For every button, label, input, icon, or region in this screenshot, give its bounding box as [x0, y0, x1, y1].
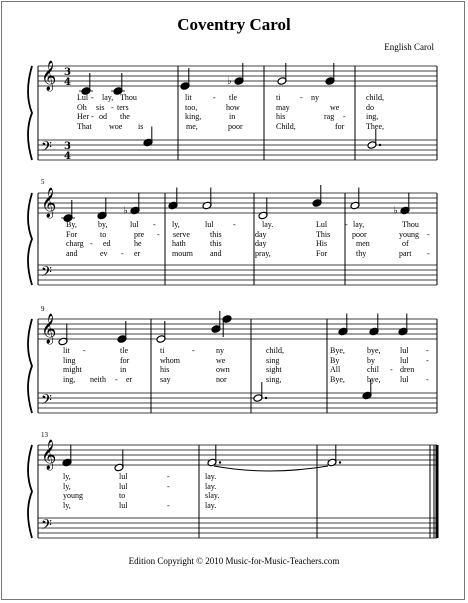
lyric-syllable: me,	[186, 121, 198, 131]
system-brace	[28, 193, 32, 285]
system-brace	[28, 66, 32, 160]
lyric-syllable: thy	[356, 248, 367, 258]
lyric-syllable: ev	[100, 248, 108, 258]
time-signature-top: 3	[64, 67, 71, 78]
bass-clef-icon: 𝄢	[41, 517, 52, 537]
lyric-syllable: All	[330, 365, 341, 374]
lyric-syllable: -	[167, 500, 170, 510]
lyric-syllable: lul	[119, 481, 128, 491]
lyric-syllable: the	[120, 112, 130, 121]
note-dot	[219, 461, 221, 463]
lyric-syllable: charg	[66, 239, 84, 248]
lyric-syllable: sing,	[266, 374, 282, 384]
lyric-syllable: pre	[134, 229, 145, 239]
lyric-syllable: -	[233, 220, 236, 229]
lyric-syllable: -	[167, 472, 170, 481]
lyric-syllable: His	[316, 239, 328, 248]
lyric-syllable: men	[356, 239, 370, 248]
lyric-syllable: lul	[119, 500, 128, 510]
lyric-syllable: lul	[119, 472, 128, 481]
note-dot	[265, 397, 267, 399]
note-dot	[379, 144, 381, 146]
lyric-syllable: ling	[63, 355, 76, 365]
lyric-syllable: of	[402, 239, 409, 248]
lyric-syllable: lay.	[205, 481, 217, 491]
copyright-footer: Edition Copyright © 2010 Music-for-Music-Teachers.com	[128, 556, 340, 566]
lyric-syllable: ly,	[63, 472, 71, 481]
lyric-syllable: sing	[266, 355, 280, 365]
lyric-syllable: lul	[400, 355, 409, 365]
lyric-syllable: -	[167, 481, 170, 491]
lyric-syllable: sight	[266, 365, 282, 374]
lyric-syllable: this	[210, 229, 222, 239]
lyric-syllable: Bye,	[330, 374, 345, 384]
measure-number-9: 9	[41, 305, 45, 313]
lyric-syllable: his	[276, 112, 286, 121]
lyric-syllable: -	[427, 229, 430, 239]
lyric-syllable: -	[426, 346, 429, 355]
lyric-syllable: lit	[63, 346, 70, 355]
lyric-syllable: rag	[324, 112, 335, 121]
lyric-syllable: ti	[160, 346, 165, 355]
lyric-syllable: child,	[366, 93, 384, 102]
lyric-syllable: -	[91, 112, 94, 121]
lyric-syllable: lay.	[205, 500, 217, 510]
lyric-syllable: -	[300, 93, 303, 102]
lyric-syllable: -	[91, 93, 94, 102]
lyric-syllable: he	[134, 239, 142, 248]
lyric-syllable: tle	[120, 346, 128, 355]
lyric-syllable: Lul	[77, 93, 89, 102]
lyric-syllable: nor	[216, 374, 227, 384]
system-brace	[28, 445, 32, 538]
lyric-syllable: how	[226, 102, 240, 112]
measure-number-13: 13	[41, 431, 48, 439]
flat-icon: ♭	[227, 76, 232, 87]
lyric-syllable: lay.	[262, 220, 274, 229]
lyric-syllable: serve	[173, 229, 190, 239]
lyric-syllable: Thee,	[366, 121, 384, 131]
lyric-syllable: Bye,	[330, 346, 345, 355]
lyric-syllable: is	[138, 121, 144, 131]
lyric-syllable: bye,	[367, 374, 381, 384]
lyric-syllable: For	[316, 248, 328, 258]
lyric-syllable: lul	[205, 220, 214, 229]
lyric-syllable: Child,	[276, 121, 296, 131]
lyric-syllable: By,	[66, 220, 77, 229]
lyric-syllable: lay,	[353, 220, 365, 229]
bass-clef-icon: 𝄢	[41, 139, 52, 159]
lyric-syllable: bye,	[367, 346, 381, 355]
lyric-syllable: -	[192, 346, 195, 355]
lyric-syllable: whom	[160, 355, 180, 365]
treble-clef-icon: 𝄞	[41, 314, 57, 344]
lyric-syllable: day	[255, 239, 267, 248]
lyric-syllable: -	[426, 374, 429, 384]
measure-number-5: 5	[41, 178, 45, 186]
lyric-syllable: to	[100, 229, 107, 239]
lyric-syllable: and	[210, 248, 222, 258]
lyric-syllable: -	[427, 248, 430, 258]
lyric-syllable: poor	[228, 121, 243, 131]
song-title: Coventry Carol	[177, 15, 291, 34]
lyric-syllable: day	[255, 229, 267, 239]
lyric-syllable: chil	[367, 365, 379, 374]
lyric-syllable: -	[343, 112, 346, 121]
lyric-syllable: lul	[130, 220, 139, 229]
lyric-syllable: Lul	[316, 220, 328, 229]
treble-clef-icon: 𝄞	[41, 440, 57, 470]
lyric-syllable: -	[213, 93, 216, 102]
lyric-syllable: -	[426, 355, 429, 365]
time-signature-top: 3	[64, 141, 71, 152]
system-brace	[28, 319, 32, 413]
lyric-syllable: child,	[266, 346, 284, 355]
lyric-syllable: ing,	[63, 374, 76, 384]
lyric-syllable: ters	[117, 102, 129, 112]
lyric-syllable: we	[216, 355, 226, 365]
lyric-syllable: lul	[400, 374, 409, 384]
lyric-syllable: sis	[96, 102, 105, 112]
lyric-syllable: slay.	[205, 491, 220, 500]
lyric-syllable: er	[126, 374, 133, 384]
lyric-syllable: we	[330, 102, 340, 112]
time-signature-bottom: 4	[64, 151, 71, 162]
lyric-syllable: neith	[90, 374, 106, 384]
lyric-syllable: lay,	[102, 93, 114, 102]
lyric-syllable: part	[399, 248, 412, 258]
lyric-syllable: king,	[185, 112, 202, 121]
bass-clef-icon: 𝄢	[41, 264, 52, 284]
lyric-syllable: That	[77, 121, 92, 131]
lyric-syllable: od	[99, 112, 107, 121]
lyric-syllable: and	[66, 248, 78, 258]
lyric-syllable: -	[83, 346, 86, 355]
lyric-syllable: -	[153, 220, 156, 229]
lyric-syllable: in	[120, 365, 127, 374]
lyric-syllable: -	[90, 239, 93, 248]
lyric-syllable: Her	[77, 112, 89, 121]
lyric-syllable: -	[390, 365, 393, 374]
lyric-syllable: ny	[311, 93, 319, 102]
lyric-syllable: do	[366, 102, 374, 112]
lyric-syllable: tle	[229, 93, 237, 102]
lyric-syllable: say	[160, 374, 171, 384]
lyric-syllable: ly,	[63, 500, 71, 510]
lyric-syllable: dren	[400, 365, 415, 374]
flat-icon: ♭	[123, 205, 128, 217]
lyric-syllable: ing,	[366, 112, 379, 121]
lyric-syllable: young	[399, 229, 419, 239]
lyric-syllable: ly,	[63, 481, 71, 491]
lyric-syllable: this	[210, 239, 222, 248]
lyric-syllable: For	[66, 229, 78, 239]
lyric-syllable: lay.	[205, 472, 217, 481]
lyric-syllable: hath	[172, 239, 186, 248]
lyric-syllable: in	[229, 112, 236, 121]
lyric-syllable: Oh	[77, 102, 87, 112]
lyric-syllable: lit	[185, 93, 192, 102]
lyric-syllable: young	[63, 491, 83, 500]
lyric-syllable: to	[119, 491, 126, 500]
lyric-syllable: -	[111, 102, 114, 112]
lyric-syllable: -	[157, 229, 160, 239]
lyric-syllable: pray,	[255, 248, 271, 258]
lyric-syllable: his	[160, 365, 170, 374]
lyric-syllable: by,	[98, 220, 108, 229]
tie	[214, 466, 328, 471]
lyric-syllable: By	[330, 355, 340, 365]
lyric-syllable: ly,	[172, 220, 180, 229]
treble-clef-icon: 𝄞	[41, 61, 57, 91]
lyric-syllable: poor	[352, 229, 367, 239]
composer-credit: English Carol	[384, 42, 434, 52]
lyric-syllable: -	[115, 374, 118, 384]
lyric-syllable: mourn	[172, 248, 193, 258]
bass-clef-icon: 𝄢	[41, 392, 52, 412]
lyric-syllable: ed	[103, 239, 111, 248]
lyric-syllable: for	[335, 121, 345, 131]
lyric-syllable: too,	[185, 102, 198, 112]
time-signature-bottom: 4	[64, 77, 71, 88]
lyric-syllable: for	[120, 355, 130, 365]
lyric-syllable: ny	[216, 346, 224, 355]
treble-clef-icon: 𝄞	[41, 188, 57, 218]
flat-icon: ♭	[393, 205, 398, 217]
lyric-syllable: er	[134, 248, 141, 258]
lyric-syllable: Thou	[120, 93, 137, 102]
lyric-syllable: Thou	[402, 220, 419, 229]
note-dot	[339, 461, 341, 463]
lyric-syllable: ti	[276, 93, 281, 102]
lyric-syllable: -	[121, 248, 124, 258]
lyric-syllable: own	[216, 365, 230, 374]
lyric-syllable: by	[367, 355, 375, 365]
lyric-syllable: This	[316, 229, 331, 239]
lyric-syllable: may	[276, 102, 290, 112]
lyric-syllable: might	[63, 365, 82, 374]
lyric-syllable: woe	[109, 121, 123, 131]
lyric-syllable: -	[345, 220, 348, 229]
lyric-syllable: lul	[400, 346, 409, 355]
